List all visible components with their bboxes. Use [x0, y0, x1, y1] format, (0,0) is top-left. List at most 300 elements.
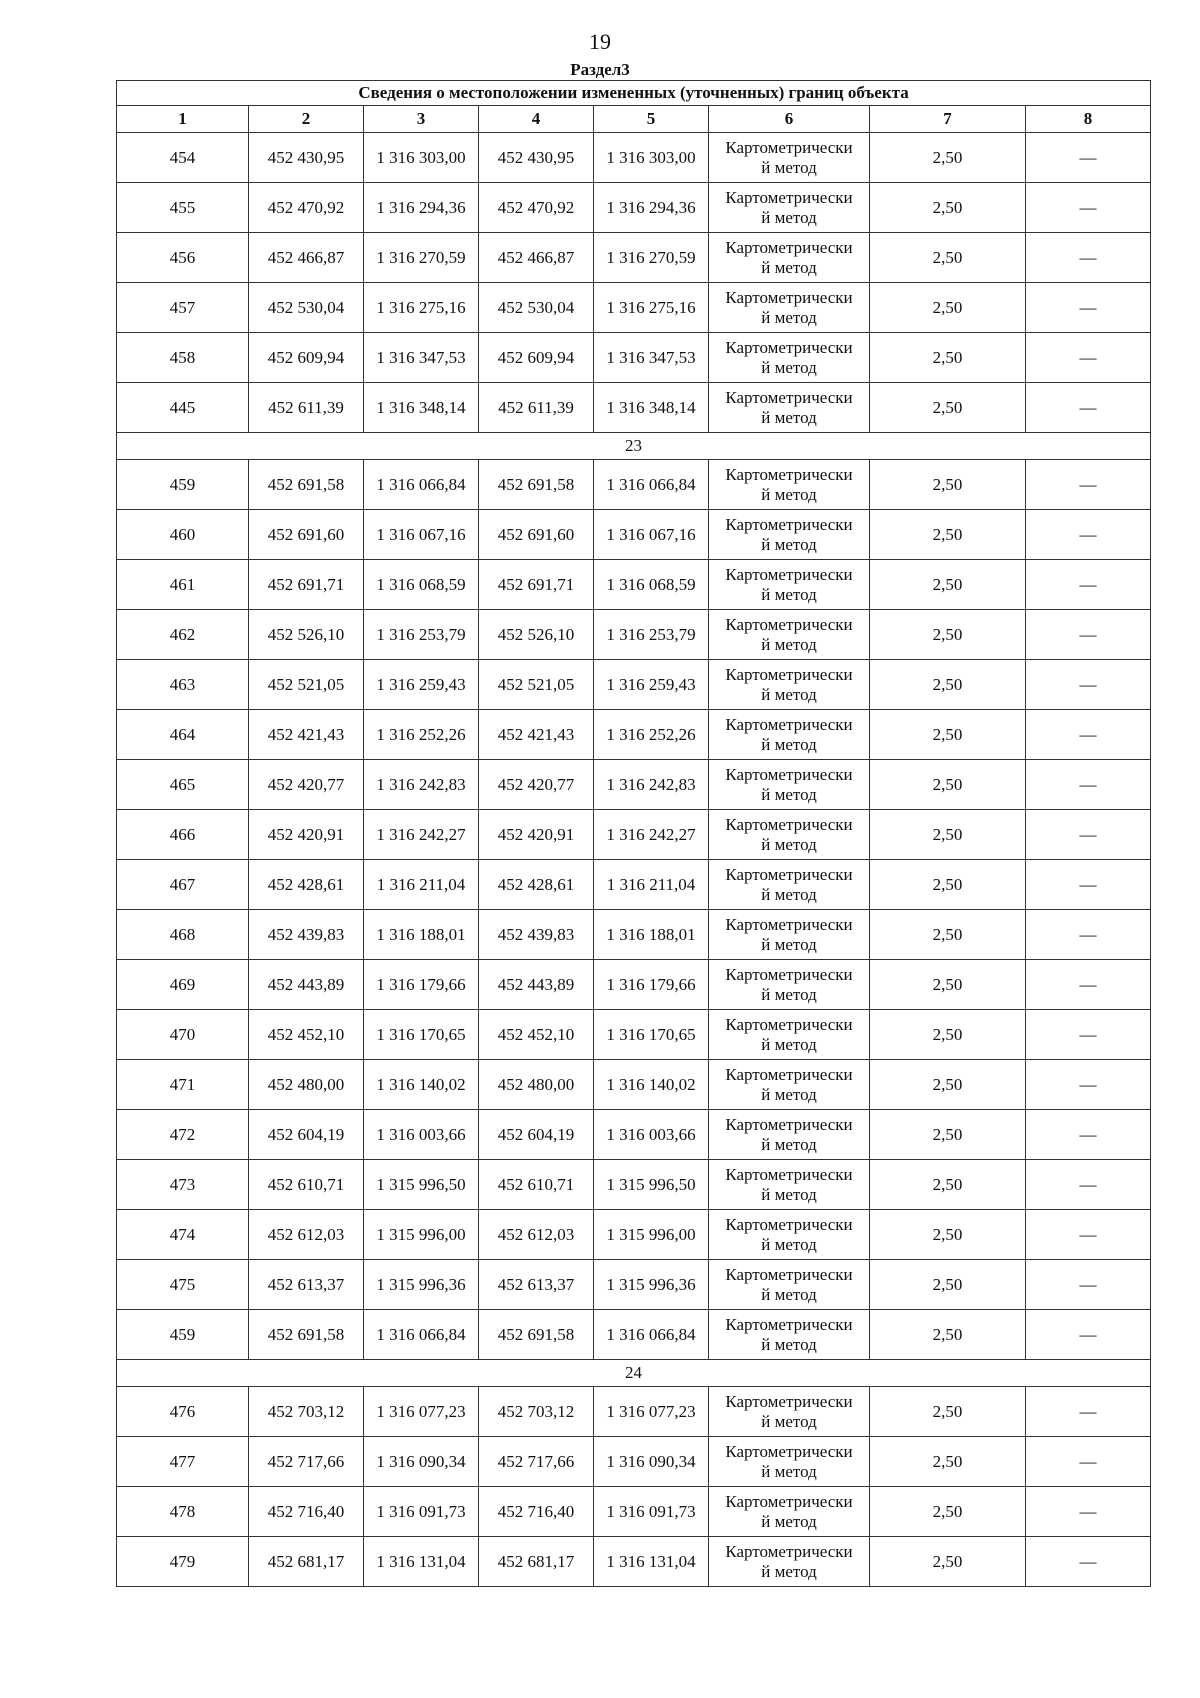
new-y-cell: 1 316 068,59: [594, 560, 709, 610]
method-cell: [709, 710, 870, 760]
method-cell: [709, 510, 870, 560]
method-text-line2: й метод: [761, 684, 817, 704]
point-number-cell: 464: [117, 710, 249, 760]
new-y-cell: 1 316 179,66: [594, 960, 709, 1010]
existing-x-cell: 452 610,71: [249, 1160, 364, 1210]
method-text-line1: Картометрически: [725, 764, 853, 784]
accuracy-cell: 2,50: [870, 1537, 1026, 1587]
new-x-cell: 452 452,10: [479, 1010, 594, 1060]
method-cell: [709, 1160, 870, 1210]
existing-x-cell: 452 604,19: [249, 1110, 364, 1160]
method-text-line1: Картометрически: [725, 1014, 853, 1034]
note-cell: —: [1026, 860, 1151, 910]
existing-x-cell: 452 430,95: [249, 133, 364, 183]
new-y-cell: 1 316 066,84: [594, 1310, 709, 1360]
note-cell: —: [1026, 460, 1151, 510]
method-cell: [709, 383, 870, 433]
existing-x-cell: 452 717,66: [249, 1437, 364, 1487]
existing-x-cell: 452 611,39: [249, 383, 364, 433]
method-text-line2: й метод: [761, 584, 817, 604]
accuracy-cell: 2,50: [870, 1160, 1026, 1210]
note-cell: —: [1026, 1160, 1151, 1210]
existing-x-cell: 452 443,89: [249, 960, 364, 1010]
point-number-cell: 465: [117, 760, 249, 810]
new-x-cell: 452 716,40: [479, 1487, 594, 1537]
new-y-cell: 1 316 067,16: [594, 510, 709, 560]
method-cell: [709, 660, 870, 710]
method-cell: [709, 910, 870, 960]
method-cell: [709, 233, 870, 283]
method-cell: [709, 1310, 870, 1360]
method-cell: [709, 1210, 870, 1260]
new-y-cell: 1 316 348,14: [594, 383, 709, 433]
accuracy-cell: 2,50: [870, 610, 1026, 660]
point-number-cell: 468: [117, 910, 249, 960]
table-row: [117, 133, 1151, 183]
existing-y-cell: 1 316 091,73: [364, 1487, 479, 1537]
method-text-line2: й метод: [761, 1234, 817, 1254]
existing-y-cell: 1 316 170,65: [364, 1010, 479, 1060]
existing-y-cell: 1 316 275,16: [364, 283, 479, 333]
accuracy-cell: 2,50: [870, 183, 1026, 233]
existing-x-cell: 452 521,05: [249, 660, 364, 710]
new-x-cell: 452 703,12: [479, 1387, 594, 1437]
new-y-cell: 1 316 066,84: [594, 460, 709, 510]
method-cell: [709, 1010, 870, 1060]
new-y-cell: 1 316 140,02: [594, 1060, 709, 1110]
existing-y-cell: 1 316 242,83: [364, 760, 479, 810]
method-text-line2: й метод: [761, 734, 817, 754]
table-row: [117, 810, 1151, 860]
accuracy-cell: 2,50: [870, 1487, 1026, 1537]
point-number-cell: 469: [117, 960, 249, 1010]
point-number-cell: 458: [117, 333, 249, 383]
new-y-cell: 1 316 131,04: [594, 1537, 709, 1587]
table-row: [117, 1437, 1151, 1487]
new-x-cell: 452 613,37: [479, 1260, 594, 1310]
new-y-cell: 1 316 003,66: [594, 1110, 709, 1160]
existing-y-cell: 1 316 188,01: [364, 910, 479, 960]
new-y-cell: 1 316 294,36: [594, 183, 709, 233]
point-number-cell: 467: [117, 860, 249, 910]
method-text-line2: й метод: [761, 834, 817, 854]
table-row: [117, 960, 1151, 1010]
note-cell: —: [1026, 1110, 1151, 1160]
method-text-line1: Картометрически: [725, 287, 853, 307]
new-x-cell: 452 717,66: [479, 1437, 594, 1487]
new-x-cell: 452 611,39: [479, 383, 594, 433]
method-text-line1: Картометрически: [725, 1064, 853, 1084]
note-cell: —: [1026, 1260, 1151, 1310]
method-text-line1: Картометрически: [725, 137, 853, 157]
method-text-line2: й метод: [761, 407, 817, 427]
new-x-cell: 452 526,10: [479, 610, 594, 660]
existing-y-cell: 1 316 066,84: [364, 460, 479, 510]
method-text-line1: Картометрически: [725, 564, 853, 584]
point-number-cell: 462: [117, 610, 249, 660]
column-number: 4: [479, 106, 594, 133]
point-number-cell: 477: [117, 1437, 249, 1487]
accuracy-cell: 2,50: [870, 960, 1026, 1010]
method-text-line2: й метод: [761, 1561, 817, 1581]
point-number-cell: 475: [117, 1260, 249, 1310]
contour-group-row: [117, 433, 1151, 460]
table-row: [117, 610, 1151, 660]
existing-y-cell: 1 316 253,79: [364, 610, 479, 660]
method-text-line2: й метод: [761, 1184, 817, 1204]
accuracy-cell: 2,50: [870, 810, 1026, 860]
new-x-cell: 452 443,89: [479, 960, 594, 1010]
note-cell: —: [1026, 910, 1151, 960]
existing-y-cell: 1 316 003,66: [364, 1110, 479, 1160]
existing-x-cell: 452 466,87: [249, 233, 364, 283]
method-text-line2: й метод: [761, 634, 817, 654]
section-title: Раздел3: [570, 60, 630, 79]
method-text-line2: й метод: [761, 357, 817, 377]
method-text-line1: Картометрически: [725, 1114, 853, 1134]
method-text-line1: Картометрически: [725, 1264, 853, 1284]
method-text-line2: й метод: [761, 884, 817, 904]
table-row: [117, 1310, 1151, 1360]
method-cell: [709, 610, 870, 660]
new-y-cell: 1 316 211,04: [594, 860, 709, 910]
existing-y-cell: 1 316 131,04: [364, 1537, 479, 1587]
existing-x-cell: 452 428,61: [249, 860, 364, 910]
new-x-cell: 452 681,17: [479, 1537, 594, 1587]
contour-group-row: [117, 1360, 1151, 1387]
accuracy-cell: 2,50: [870, 1387, 1026, 1437]
table-row: [117, 560, 1151, 610]
accuracy-cell: 2,50: [870, 860, 1026, 910]
note-cell: —: [1026, 510, 1151, 560]
accuracy-cell: 2,50: [870, 560, 1026, 610]
new-x-cell: 452 691,71: [479, 560, 594, 610]
table-caption: Сведения о местоположении измененных (уточненных) границ объекта: [117, 81, 1151, 106]
table-row: [117, 1487, 1151, 1537]
table-row: [117, 1160, 1151, 1210]
accuracy-cell: 2,50: [870, 1010, 1026, 1060]
existing-x-cell: 452 530,04: [249, 283, 364, 333]
new-y-cell: 1 316 188,01: [594, 910, 709, 960]
method-text-line2: й метод: [761, 1511, 817, 1531]
existing-y-cell: 1 316 068,59: [364, 560, 479, 610]
accuracy-cell: 2,50: [870, 910, 1026, 960]
note-cell: —: [1026, 283, 1151, 333]
point-number-cell: 466: [117, 810, 249, 860]
method-text-line1: Картометрически: [725, 1391, 853, 1411]
new-y-cell: 1 316 253,79: [594, 610, 709, 660]
method-text-line1: Картометрически: [725, 664, 853, 684]
existing-y-cell: 1 315 996,36: [364, 1260, 479, 1310]
existing-y-cell: 1 315 996,50: [364, 1160, 479, 1210]
accuracy-cell: 2,50: [870, 333, 1026, 383]
method-text-line1: Картометрически: [725, 464, 853, 484]
note-cell: —: [1026, 560, 1151, 610]
method-text-line2: й метод: [761, 1411, 817, 1431]
existing-x-cell: 452 480,00: [249, 1060, 364, 1110]
new-y-cell: 1 316 170,65: [594, 1010, 709, 1060]
table-row: [117, 1537, 1151, 1587]
table-row: [117, 1387, 1151, 1437]
column-number: 2: [249, 106, 364, 133]
method-cell: [709, 1260, 870, 1310]
accuracy-cell: 2,50: [870, 460, 1026, 510]
existing-y-cell: 1 316 242,27: [364, 810, 479, 860]
table-row: [117, 710, 1151, 760]
existing-y-cell: 1 316 347,53: [364, 333, 479, 383]
accuracy-cell: 2,50: [870, 133, 1026, 183]
column-number-row: [117, 106, 1151, 133]
existing-x-cell: 452 420,77: [249, 760, 364, 810]
existing-x-cell: 452 613,37: [249, 1260, 364, 1310]
new-x-cell: 452 691,58: [479, 1310, 594, 1360]
note-cell: —: [1026, 760, 1151, 810]
table-row: [117, 1260, 1151, 1310]
method-text-line2: й метод: [761, 1084, 817, 1104]
column-number: 3: [364, 106, 479, 133]
method-text-line2: й метод: [761, 207, 817, 227]
point-number-cell: 472: [117, 1110, 249, 1160]
method-text-line1: Картометрически: [725, 914, 853, 934]
existing-x-cell: 452 681,17: [249, 1537, 364, 1587]
note-cell: —: [1026, 1310, 1151, 1360]
method-text-line1: Картометрически: [725, 237, 853, 257]
method-text-line1: Картометрически: [725, 1164, 853, 1184]
note-cell: —: [1026, 183, 1151, 233]
method-text-line1: Картометрически: [725, 1441, 853, 1461]
new-y-cell: 1 315 996,36: [594, 1260, 709, 1310]
new-x-cell: 452 428,61: [479, 860, 594, 910]
point-number-cell: 471: [117, 1060, 249, 1110]
note-cell: —: [1026, 1060, 1151, 1110]
method-cell: [709, 1387, 870, 1437]
coordinates-table: [116, 80, 1151, 1587]
accuracy-cell: 2,50: [870, 660, 1026, 710]
new-y-cell: 1 316 303,00: [594, 133, 709, 183]
table-row: [117, 460, 1151, 510]
note-cell: —: [1026, 1537, 1151, 1587]
accuracy-cell: 2,50: [870, 233, 1026, 283]
new-x-cell: 452 610,71: [479, 1160, 594, 1210]
table-row: [117, 860, 1151, 910]
point-number-cell: 445: [117, 383, 249, 433]
table-row: [117, 1010, 1151, 1060]
existing-y-cell: 1 316 077,23: [364, 1387, 479, 1437]
note-cell: —: [1026, 333, 1151, 383]
method-cell: [709, 1110, 870, 1160]
new-y-cell: 1 316 270,59: [594, 233, 709, 283]
new-y-cell: 1 316 242,83: [594, 760, 709, 810]
point-number-cell: 478: [117, 1487, 249, 1537]
accuracy-cell: 2,50: [870, 1060, 1026, 1110]
existing-y-cell: 1 316 090,34: [364, 1437, 479, 1487]
existing-x-cell: 452 452,10: [249, 1010, 364, 1060]
existing-x-cell: 452 609,94: [249, 333, 364, 383]
method-cell: [709, 810, 870, 860]
existing-x-cell: 452 439,83: [249, 910, 364, 960]
existing-x-cell: 452 716,40: [249, 1487, 364, 1537]
column-number: 7: [870, 106, 1026, 133]
existing-y-cell: 1 316 252,26: [364, 710, 479, 760]
point-number-cell: 463: [117, 660, 249, 710]
table-row: [117, 183, 1151, 233]
existing-y-cell: 1 316 294,36: [364, 183, 479, 233]
existing-y-cell: 1 316 179,66: [364, 960, 479, 1010]
new-x-cell: 452 480,00: [479, 1060, 594, 1110]
new-x-cell: 452 691,58: [479, 460, 594, 510]
existing-x-cell: 452 420,91: [249, 810, 364, 860]
new-y-cell: 1 316 259,43: [594, 660, 709, 710]
accuracy-cell: 2,50: [870, 283, 1026, 333]
note-cell: —: [1026, 233, 1151, 283]
existing-y-cell: 1 316 211,04: [364, 860, 479, 910]
new-y-cell: 1 316 091,73: [594, 1487, 709, 1537]
point-number-cell: 459: [117, 1310, 249, 1360]
accuracy-cell: 2,50: [870, 1437, 1026, 1487]
existing-y-cell: 1 316 066,84: [364, 1310, 479, 1360]
accuracy-cell: 2,50: [870, 1110, 1026, 1160]
method-cell: [709, 1060, 870, 1110]
method-text-line2: й метод: [761, 1284, 817, 1304]
table-row: [117, 1110, 1151, 1160]
table-row: [117, 333, 1151, 383]
existing-x-cell: 452 612,03: [249, 1210, 364, 1260]
contour-number: 23: [117, 433, 1151, 460]
method-cell: [709, 283, 870, 333]
existing-x-cell: 452 470,92: [249, 183, 364, 233]
method-text-line1: Картометрически: [725, 614, 853, 634]
method-text-line2: й метод: [761, 157, 817, 177]
existing-x-cell: 452 421,43: [249, 710, 364, 760]
accuracy-cell: 2,50: [870, 1210, 1026, 1260]
accuracy-cell: 2,50: [870, 383, 1026, 433]
new-x-cell: 452 420,77: [479, 760, 594, 810]
new-x-cell: 452 521,05: [479, 660, 594, 710]
point-number-cell: 457: [117, 283, 249, 333]
column-number: 1: [117, 106, 249, 133]
table-row: [117, 283, 1151, 333]
method-text-line1: Картометрически: [725, 1214, 853, 1234]
note-cell: —: [1026, 610, 1151, 660]
method-text-line2: й метод: [761, 534, 817, 554]
point-number-cell: 470: [117, 1010, 249, 1060]
method-cell: [709, 860, 870, 910]
page-number: 19: [589, 29, 611, 54]
point-number-cell: 479: [117, 1537, 249, 1587]
new-x-cell: 452 609,94: [479, 333, 594, 383]
existing-y-cell: 1 316 303,00: [364, 133, 479, 183]
new-x-cell: 452 421,43: [479, 710, 594, 760]
method-text-line2: й метод: [761, 257, 817, 277]
existing-y-cell: 1 315 996,00: [364, 1210, 479, 1260]
note-cell: —: [1026, 383, 1151, 433]
existing-x-cell: 452 691,60: [249, 510, 364, 560]
existing-x-cell: 452 526,10: [249, 610, 364, 660]
note-cell: —: [1026, 133, 1151, 183]
new-x-cell: 452 466,87: [479, 233, 594, 283]
existing-x-cell: 452 691,58: [249, 1310, 364, 1360]
method-cell: [709, 1537, 870, 1587]
method-text-line1: Картометрически: [725, 1314, 853, 1334]
column-number: 8: [1026, 106, 1151, 133]
method-text-line1: Картометрически: [725, 187, 853, 207]
new-y-cell: 1 316 077,23: [594, 1387, 709, 1437]
table-row: [117, 760, 1151, 810]
point-number-cell: 454: [117, 133, 249, 183]
method-text-line2: й метод: [761, 484, 817, 504]
new-x-cell: 452 530,04: [479, 283, 594, 333]
note-cell: —: [1026, 660, 1151, 710]
new-y-cell: 1 316 242,27: [594, 810, 709, 860]
point-number-cell: 476: [117, 1387, 249, 1437]
note-cell: —: [1026, 960, 1151, 1010]
new-y-cell: 1 316 275,16: [594, 283, 709, 333]
method-cell: [709, 1487, 870, 1537]
note-cell: —: [1026, 1210, 1151, 1260]
new-x-cell: 452 691,60: [479, 510, 594, 560]
method-cell: [709, 183, 870, 233]
method-text-line2: й метод: [761, 784, 817, 804]
note-cell: —: [1026, 1387, 1151, 1437]
column-number: 5: [594, 106, 709, 133]
point-number-cell: 461: [117, 560, 249, 610]
method-text-line1: Картометрически: [725, 1541, 853, 1561]
method-cell: [709, 1437, 870, 1487]
point-number-cell: 460: [117, 510, 249, 560]
existing-y-cell: 1 316 259,43: [364, 660, 479, 710]
new-x-cell: 452 604,19: [479, 1110, 594, 1160]
table-row: [117, 1060, 1151, 1110]
point-number-cell: 474: [117, 1210, 249, 1260]
method-cell: [709, 133, 870, 183]
existing-x-cell: 452 691,71: [249, 560, 364, 610]
new-x-cell: 452 612,03: [479, 1210, 594, 1260]
method-text-line2: й метод: [761, 1134, 817, 1154]
existing-x-cell: 452 703,12: [249, 1387, 364, 1437]
table-row: [117, 383, 1151, 433]
table-row: [117, 910, 1151, 960]
method-text-line1: Картометрически: [725, 337, 853, 357]
point-number-cell: 473: [117, 1160, 249, 1210]
note-cell: —: [1026, 1437, 1151, 1487]
new-y-cell: 1 316 347,53: [594, 333, 709, 383]
point-number-cell: 455: [117, 183, 249, 233]
new-x-cell: 452 439,83: [479, 910, 594, 960]
method-cell: [709, 560, 870, 610]
method-text-line2: й метод: [761, 984, 817, 1004]
method-cell: [709, 760, 870, 810]
table-row: [117, 233, 1151, 283]
method-text-line1: Картометрически: [725, 864, 853, 884]
note-cell: —: [1026, 810, 1151, 860]
method-text-line1: Картометрически: [725, 1491, 853, 1511]
accuracy-cell: 2,50: [870, 510, 1026, 560]
contour-number: 24: [117, 1360, 1151, 1387]
note-cell: —: [1026, 1487, 1151, 1537]
method-text-line2: й метод: [761, 1034, 817, 1054]
accuracy-cell: 2,50: [870, 710, 1026, 760]
table-row: [117, 510, 1151, 560]
column-number: 6: [709, 106, 870, 133]
method-text-line2: й метод: [761, 307, 817, 327]
table-body: [117, 133, 1151, 1587]
method-text-line2: й метод: [761, 934, 817, 954]
new-x-cell: 452 420,91: [479, 810, 594, 860]
method-text-line1: Картометрически: [725, 387, 853, 407]
note-cell: —: [1026, 710, 1151, 760]
method-text-line1: Картометрически: [725, 514, 853, 534]
new-y-cell: 1 316 090,34: [594, 1437, 709, 1487]
